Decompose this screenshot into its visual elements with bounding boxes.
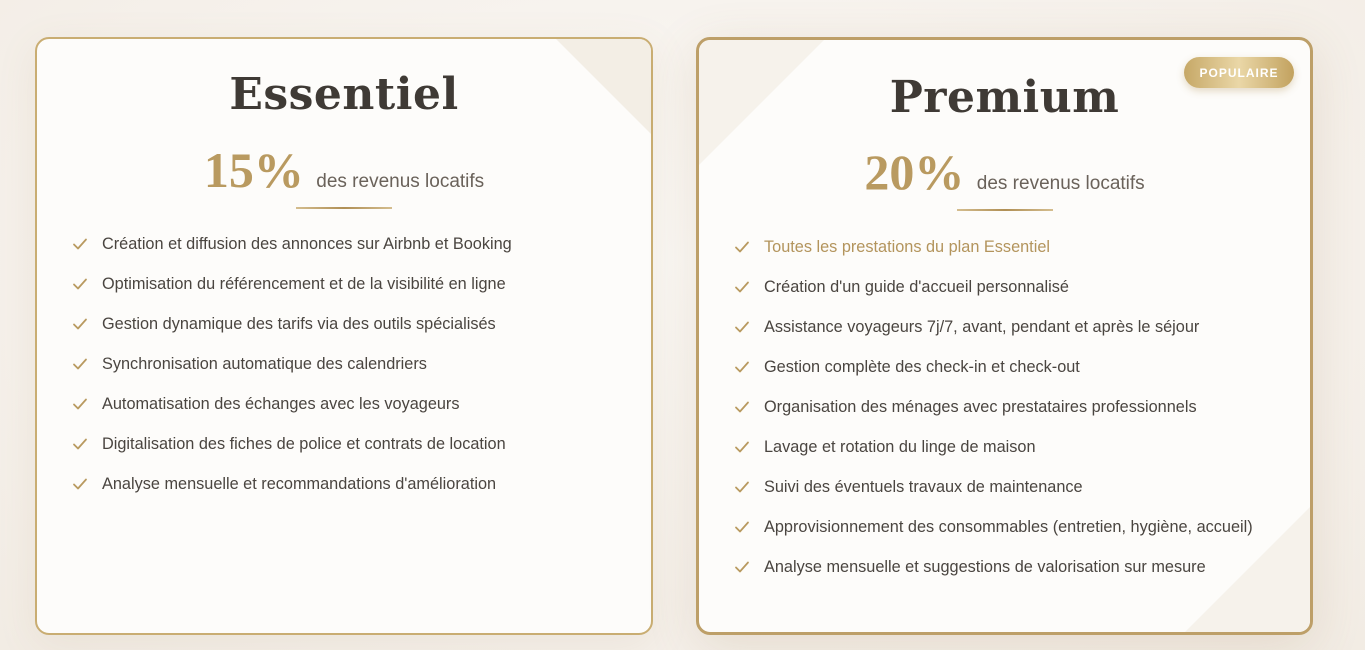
plan-percent: 15%	[203, 142, 304, 198]
check-icon	[734, 520, 750, 534]
feature-item	[732, 315, 1292, 339]
plan-price	[37, 141, 651, 199]
feature-text: Gestion complète des check-in et check-out	[764, 358, 1080, 376]
feature-item	[70, 352, 630, 376]
check-icon	[734, 400, 750, 414]
plan-percent-suffix: des revenus locatifs	[976, 173, 1145, 194]
feature-list	[732, 235, 1292, 595]
check-icon	[734, 280, 750, 294]
feature-text: Toutes les prestations du plan Essentiel	[764, 238, 1050, 256]
feature-text: Suivi des éventuels travaux de maintenance	[764, 478, 1083, 496]
feature-item	[70, 432, 630, 456]
feature-item	[732, 355, 1292, 379]
feature-text: Analyse mensuelle et suggestions de valorisation sur mesure	[764, 558, 1206, 576]
feature-item	[732, 555, 1292, 579]
feature-item	[732, 435, 1292, 459]
plan-card-premium	[696, 37, 1313, 635]
title-divider	[296, 207, 392, 209]
feature-item	[70, 472, 630, 496]
check-icon	[72, 477, 88, 491]
feature-text: Organisation des ménages avec prestataires professionnels	[764, 398, 1197, 416]
feature-text: Automatisation des échanges avec les voyageurs	[102, 395, 460, 413]
feature-item	[732, 395, 1292, 419]
check-icon	[734, 320, 750, 334]
check-icon	[72, 237, 88, 251]
check-icon	[734, 360, 750, 374]
feature-text: Approvisionnement des consommables (entretien, hygiène, accueil)	[764, 518, 1253, 536]
check-icon	[72, 317, 88, 331]
feature-item	[732, 515, 1292, 539]
plan-title: Essentiel	[229, 69, 459, 120]
check-icon	[734, 240, 750, 254]
plan-card-essentiel	[35, 37, 653, 635]
feature-text: Digitalisation des fiches de police et contrats de location	[102, 435, 506, 453]
feature-item	[732, 275, 1292, 299]
check-icon	[72, 277, 88, 291]
plan-title: Premium	[889, 72, 1120, 123]
check-icon	[734, 440, 750, 454]
plan-percent: 20%	[864, 144, 965, 200]
feature-text: Lavage et rotation du linge de maison	[764, 438, 1036, 456]
popular-badge: POPULAIRE	[1184, 57, 1294, 88]
check-icon	[72, 437, 88, 451]
check-icon	[72, 357, 88, 371]
plan-percent-suffix: des revenus locatifs	[316, 171, 485, 192]
check-icon	[72, 397, 88, 411]
check-icon	[734, 480, 750, 494]
feature-item	[732, 475, 1292, 499]
feature-text: Analyse mensuelle et recommandations d'amélioration	[102, 475, 497, 493]
feature-item	[70, 232, 630, 256]
title-divider	[957, 209, 1053, 211]
feature-text: Gestion dynamique des tarifs via des outils spécialisés	[102, 315, 496, 333]
feature-text: Création d'un guide d'accueil personnalisé	[764, 278, 1069, 296]
feature-text: Création et diffusion des annonces sur Airbnb et Booking	[102, 235, 512, 253]
feature-item-highlight	[732, 235, 1292, 259]
feature-item	[70, 312, 630, 336]
feature-text: Synchronisation automatique des calendriers	[102, 355, 427, 373]
feature-list	[70, 232, 630, 512]
feature-text: Assistance voyageurs 7j/7, avant, pendant et après le séjour	[764, 318, 1200, 336]
feature-item	[70, 392, 630, 416]
check-icon	[734, 560, 750, 574]
feature-item	[70, 272, 630, 296]
plan-price	[699, 143, 1310, 201]
feature-text: Optimisation du référencement et de la visibilité en ligne	[102, 275, 506, 293]
